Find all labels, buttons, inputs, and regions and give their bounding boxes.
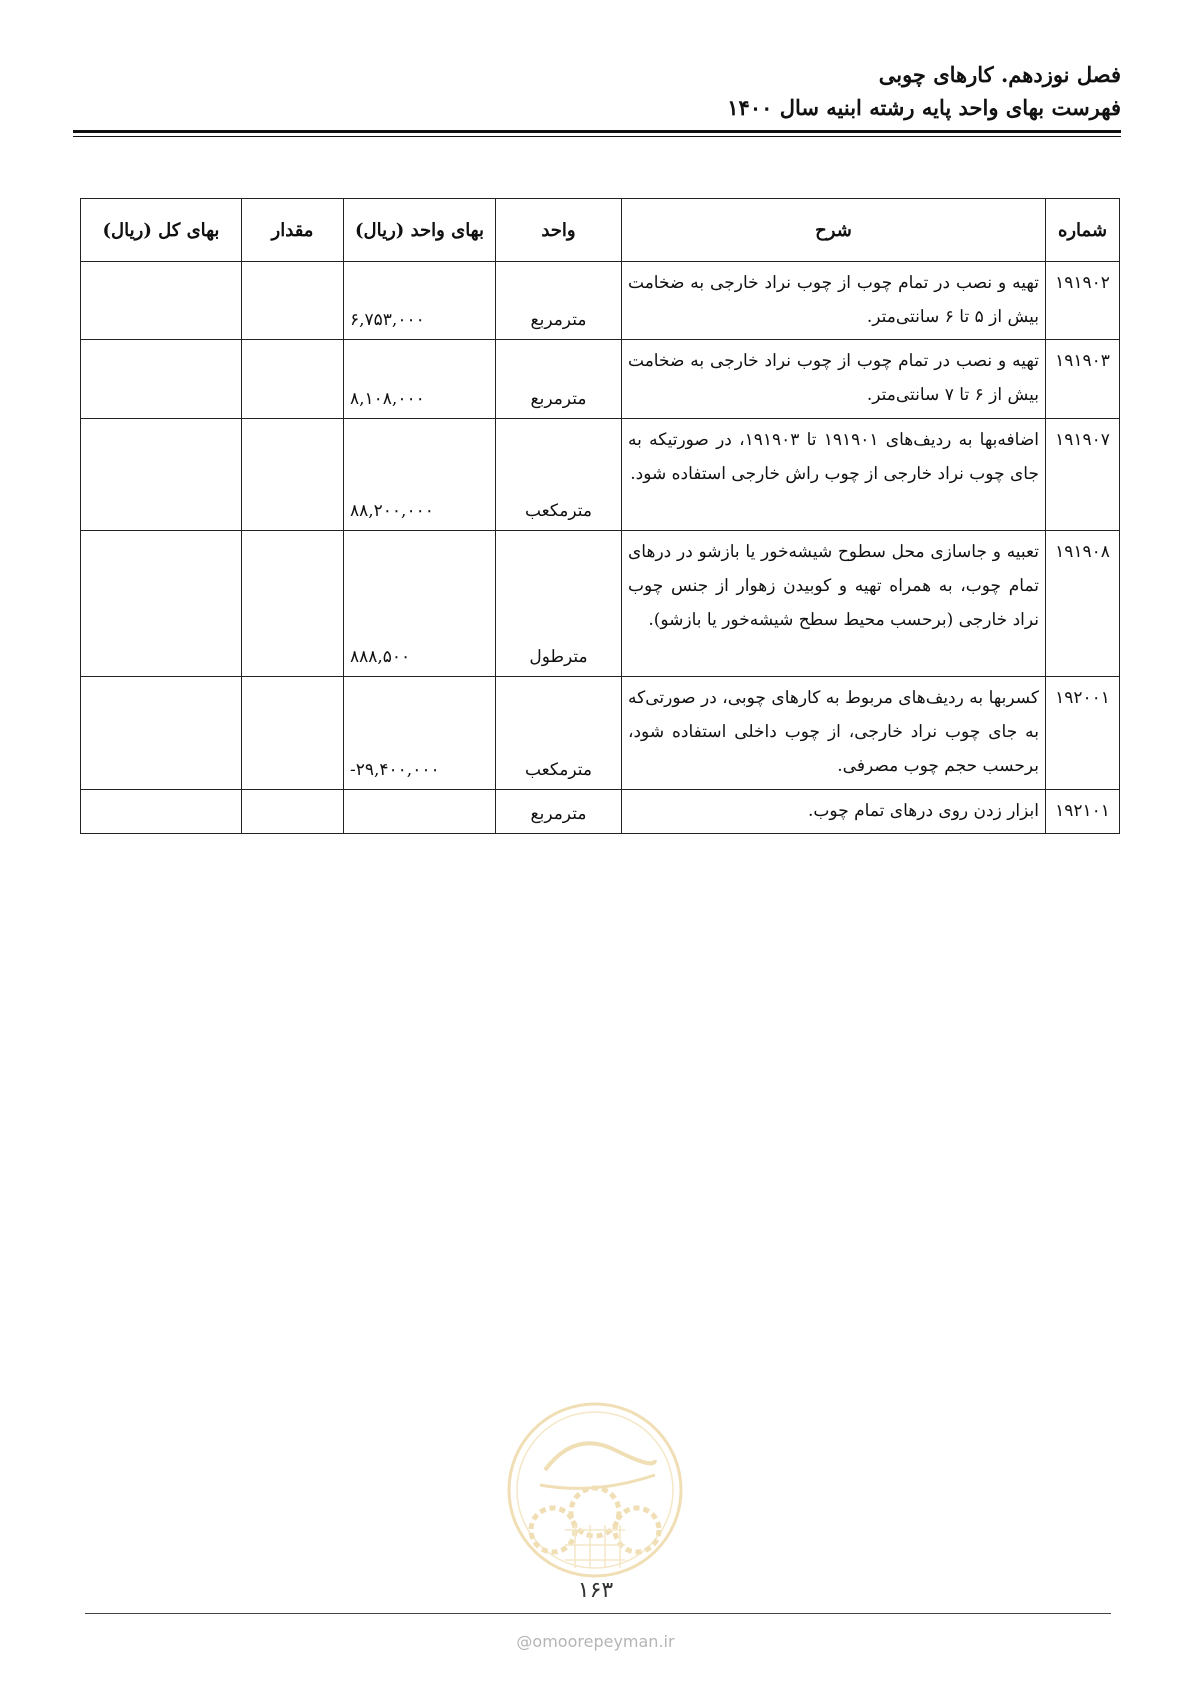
website-watermark: @omoorepeyman.ir (516, 1632, 675, 1651)
item-unit: مترمربع (496, 340, 622, 419)
header-rule-thin (73, 136, 1121, 137)
item-code: ۱۹۲۱۰۱ (1046, 790, 1120, 834)
table-row (81, 531, 1120, 677)
item-total-price (81, 419, 242, 531)
column-header-unit-price: بهای واحد (ریال) (344, 199, 496, 262)
price-list-title: فهرست بهای واحد پایه رشته ابنیه سال ۱۴۰۰ (727, 95, 1121, 120)
item-quantity (242, 790, 344, 834)
column-header-code: شماره (1046, 199, 1120, 262)
footer-rule (85, 1613, 1111, 1614)
item-quantity (242, 531, 344, 677)
item-code: ۱۹۲۰۰۱ (1046, 677, 1120, 790)
page-number: ۱۶۳ (577, 1578, 614, 1603)
item-total-price (81, 262, 242, 340)
item-unit-price: ۸,۱۰۸,۰۰۰ (344, 340, 496, 419)
column-header-unit: واحد (496, 199, 622, 262)
table-row (81, 419, 1120, 531)
item-unit-price (344, 790, 496, 834)
item-unit-price: ۸۸,۲۰۰,۰۰۰ (344, 419, 496, 531)
item-total-price (81, 677, 242, 790)
item-description: ابزار زدن روی درهای تمام چوب. (622, 790, 1046, 834)
item-code: ۱۹۱۹۰۸ (1046, 531, 1120, 677)
chapter-title: فصل نوزدهم. کارهای چوبی (878, 62, 1121, 87)
table-row (81, 340, 1120, 419)
item-description: کسربها به ردیف‌های مربوط به کارهای چوبی، در صورتی‌که به جای چوب نراد خارجی، از چوب داخلی استفاده شود، برحسب حجم چوب مصرفی. (622, 677, 1046, 790)
column-header-description: شرح (622, 199, 1046, 262)
item-total-price (81, 531, 242, 677)
item-unit-price: ۸۸۸,۵۰۰ (344, 531, 496, 677)
item-description: تهیه و نصب در تمام چوب از چوب نراد خارجی به ضخامت بیش از ۵ تا ۶ سانتی‌متر. (622, 262, 1046, 340)
item-description: تهیه و نصب در تمام چوب از چوب نراد خارجی به ضخامت بیش از ۶ تا ۷ سانتی‌متر. (622, 340, 1046, 419)
column-header-quantity: مقدار (242, 199, 344, 262)
item-total-price (81, 790, 242, 834)
item-total-price (81, 340, 242, 419)
page-header (727, 58, 1121, 124)
item-unit: مترمربع (496, 790, 622, 834)
table-row (81, 262, 1120, 340)
item-code: ۱۹۱۹۰۷ (1046, 419, 1120, 531)
item-unit: مترمکعب (496, 419, 622, 531)
item-quantity (242, 262, 344, 340)
item-unit: مترمربع (496, 262, 622, 340)
item-unit: مترمکعب (496, 677, 622, 790)
column-header-total-price: بهای کل (ریال) (81, 199, 242, 262)
item-quantity (242, 677, 344, 790)
table-row (81, 790, 1120, 834)
table-row (81, 677, 1120, 790)
table-header-row (81, 199, 1120, 262)
item-unit-price: ۶,۷۵۳,۰۰۰ (344, 262, 496, 340)
header-rule-thick (73, 130, 1121, 133)
item-description: اضافه‌بها به ردیف‌های ۱۹۱۹۰۱ تا ۱۹۱۹۰۳، در صورتیکه به جای چوب نراد خارجی از چوب راش خارجی استفاده شود. (622, 419, 1046, 531)
item-description: تعبیه و جاسازی محل سطوح شیشه‌خور یا بازشو در درهای تمام چوب، به همراه تهیه و کوبیدن زهوار از جنس چوب نراد خارجی (برحسب محیط سطح شیشه‌خور یا بازشو). (622, 531, 1046, 677)
item-code: ۱۹۱۹۰۲ (1046, 262, 1120, 340)
item-quantity (242, 340, 344, 419)
omoore-peyman-logo-watermark (505, 1400, 685, 1580)
price-table (80, 198, 1120, 834)
item-unit: مترطول (496, 531, 622, 677)
item-unit-price: -۲۹,۴۰۰,۰۰۰ (344, 677, 496, 790)
item-code: ۱۹۱۹۰۳ (1046, 340, 1120, 419)
item-quantity (242, 419, 344, 531)
